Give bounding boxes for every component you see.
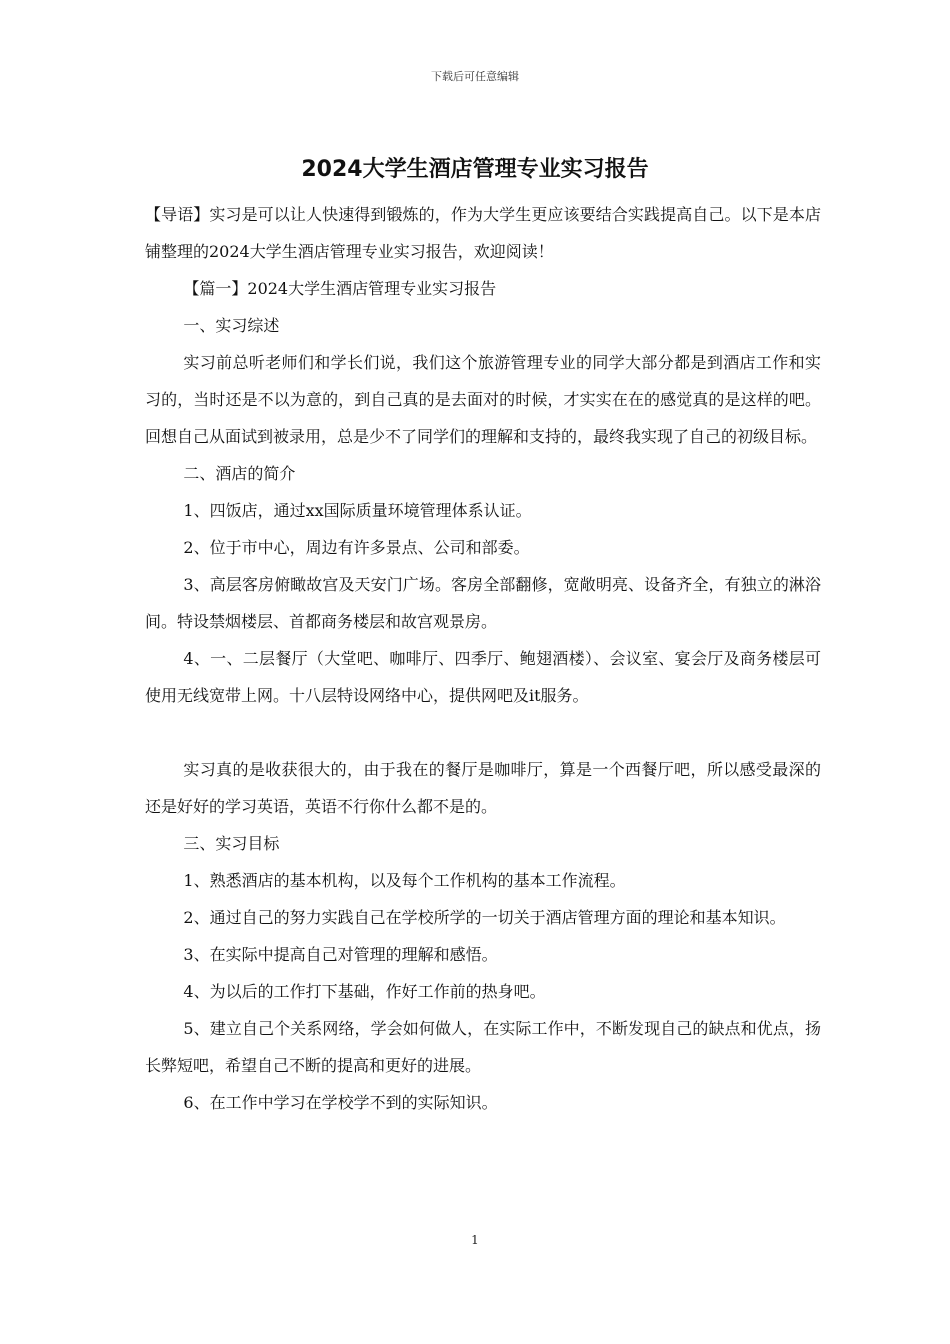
section-heading-hotel-intro: 二、酒店的简介 [183, 464, 296, 483]
goal-item: 4、为以后的工作打下基础，作好工作前的热身吧。 [183, 982, 546, 1001]
section-heading-goals: 三、实习目标 [183, 834, 280, 853]
overview-paragraph: 实习前总听老师们和学长们说，我们这个旅游管理专业的同学大部分都是到酒店工作和实习的，当时还是不以为意的，到自己真的是去面对的时候，才实实在在的感觉真的是这样的吧。回想自己从面试到被录用，总是少不了同学们的理解和支持的，最终我实现了自己的初级目标。 [145, 353, 821, 446]
goal-item: 3、在实际中提高自己对管理的理解和感悟。 [183, 945, 498, 964]
hotel-intro-item: 2、位于市中心，周边有许多景点、公司和部委。 [183, 538, 530, 557]
header-note: 下载后可任意编辑 [431, 70, 519, 83]
goal-item: 6、在工作中学习在学校学不到的实际知识。 [183, 1093, 498, 1112]
section-heading-overview: 一、实习综述 [183, 316, 280, 335]
hotel-intro-item: 1、四饭店，通过xx国际质量环境管理体系认证。 [183, 501, 532, 520]
document-title: 2024大学生酒店管理专业实习报告 [301, 157, 649, 182]
goal-item: 1、熟悉酒店的基本机构，以及每个工作机构的基本工作流程。 [183, 871, 626, 890]
goal-item: 2、通过自己的努力实践自己在学校所学的一切关于酒店管理方面的理论和基本知识。 [183, 908, 786, 927]
experience-paragraph: 实习真的是收获很大的，由于我在的餐厅是咖啡厅，算是一个西餐厅吧，所以感受最深的还是好好的学习英语，英语不行你什么都不是的。 [145, 760, 821, 816]
part-heading: 【篇一】2024大学生酒店管理专业实习报告 [183, 279, 497, 298]
page-number: 1 [471, 1233, 479, 1247]
paragraph-gap [145, 714, 821, 751]
goal-item: 5、建立自己个关系网络，学会如何做人，在实际工作中，不断发现自己的缺点和优点，扬长弊短吧，希望自己不断的提高和更好的进展。 [145, 1019, 821, 1075]
hotel-intro-item: 4、一、二层餐厅（大堂吧、咖啡厅、四季厅、鲍翅酒楼）、会议室、宴会厅及商务楼层可使用无线宽带上网。十八层特设网络中心，提供网吧及it服务。 [145, 649, 821, 705]
hotel-intro-item: 3、高层客房俯瞰故宫及天安门广场。客房全部翻修，宽敞明亮、设备齐全，有独立的淋浴间。特设禁烟楼层、首都商务楼层和故宫观景房。 [145, 575, 821, 631]
document-body [145, 196, 821, 1121]
intro-paragraph: 【导语】实习是可以让人快速得到锻炼的，作为大学生更应该要结合实践提高自己。以下是本店铺整理的2024大学生酒店管理专业实习报告，欢迎阅读！ [145, 205, 821, 261]
